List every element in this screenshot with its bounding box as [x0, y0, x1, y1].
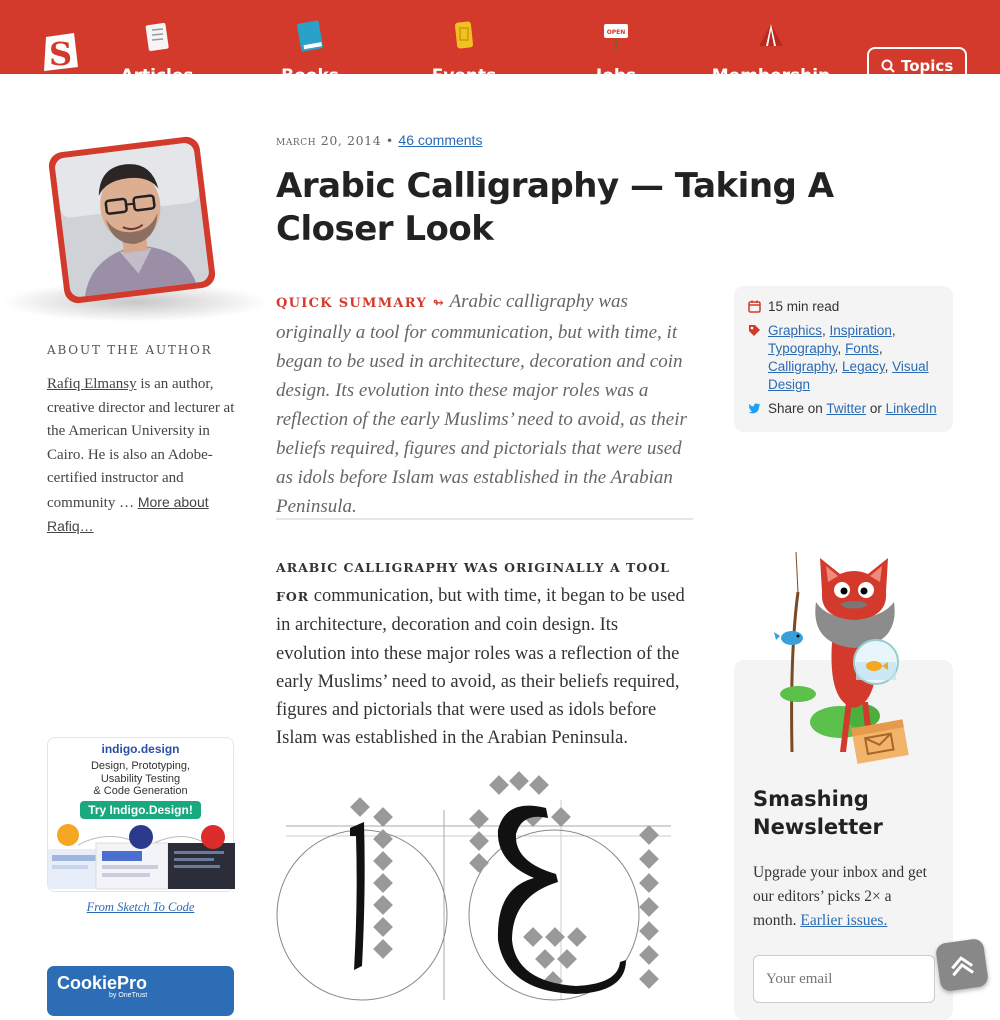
- article-lead-in: ARABIC CALLIGRAPHY WAS ORIGINALLY A TOOL FOR: [276, 560, 670, 605]
- cookiepro-ad[interactable]: [47, 966, 234, 1016]
- tent-icon: [756, 16, 786, 52]
- calligraphy-illustration: [276, 770, 676, 1000]
- calendar-icon: [748, 300, 761, 313]
- articles-icon: [144, 16, 170, 52]
- article-meta: [276, 132, 482, 148]
- earlier-issues-link[interactable]: Earlier issues.: [800, 912, 888, 929]
- nav-label: Articles: [120, 66, 194, 86]
- article-body: [276, 553, 691, 752]
- author-name-link[interactable]: Rafiq Elmansy: [47, 376, 137, 392]
- tag-link[interactable]: Inspiration: [829, 323, 892, 338]
- site-header: [0, 0, 1000, 86]
- comments-link[interactable]: 46 comments: [398, 132, 483, 148]
- nav-label: Jobs: [595, 66, 637, 86]
- author-avatar[interactable]: [46, 134, 218, 306]
- ad-product-screens-illustration: [48, 823, 235, 889]
- ad-caption-link[interactable]: From Sketch To Code: [86, 900, 195, 914]
- tag-link[interactable]: Visual Design: [768, 359, 929, 392]
- nav-events[interactable]: [404, 16, 524, 86]
- ad-brand: indigo.design: [101, 742, 180, 756]
- nav-label: Membership: [711, 66, 831, 86]
- indigo-design-ad[interactable]: [47, 737, 234, 892]
- tag-link[interactable]: Calligraphy: [768, 359, 835, 374]
- indigo-icon: [129, 825, 153, 849]
- twitter-icon: [748, 402, 761, 415]
- article-info-box: [734, 286, 953, 432]
- quick-summary: [276, 287, 696, 521]
- chevron-up-icon: [946, 949, 978, 981]
- ticket-icon: [452, 16, 476, 52]
- angular-icon: [201, 825, 225, 849]
- tag-icon: [748, 324, 761, 337]
- share-linkedin-link[interactable]: LinkedIn: [885, 401, 937, 416]
- article-title: Arabic Calligraphy — Taking A Closer Look: [276, 166, 834, 249]
- book-icon: [296, 16, 324, 52]
- open-sign-icon: [601, 16, 631, 52]
- quick-summary-text: Arabic calligraphy was originally a tool for communication, but with time, it began to be used in architecture, decoration and coin design. Its evolution into these major roles was a reflection of the early Muslims’ need to avoid, as their beliefs required, figures and pictorials that were used as idols before Islam was established in the Arabian Peninsula.: [276, 291, 687, 517]
- newsletter-email-input[interactable]: [753, 955, 935, 1003]
- ad-cookie-subtitle: by OneTrust: [109, 992, 148, 999]
- back-to-top-button[interactable]: [935, 938, 989, 992]
- tag-list: Graphics, Inspiration, Typography, Fonts, Calligraphy, Legacy, Visual Design: [768, 323, 929, 392]
- article-date: march 20, 2014: [276, 133, 382, 148]
- read-time: 15 min read: [768, 299, 840, 314]
- sketch-icon: [57, 824, 79, 846]
- share-twitter-link[interactable]: Twitter: [826, 401, 867, 416]
- nav-membership[interactable]: [711, 16, 831, 86]
- svg-text:OPEN: OPEN: [606, 29, 626, 36]
- tag-link[interactable]: Typography: [768, 341, 838, 356]
- newsletter-description: Upgrade your inbox and get our editors’ picks 2× a month. Earlier issues.: [753, 864, 927, 929]
- nav-label: Events: [431, 66, 497, 86]
- ad-description: Design, Prototyping, Usability Testing & Code Generation: [90, 760, 191, 797]
- article-paragraph: communication, but with time, it began to be used in architecture, decoration and coin design. Its evolution into these major roles was a reflection of the early Muslims’ need to avoid, as their beliefs required, figures and pictorials that were used as idols before Islam was established in the Arabian Peninsula.: [276, 586, 685, 749]
- ad-cookie-title: CookiePro: [57, 973, 148, 993]
- author-bio-text: is an author, creative director and lecturer at the American University in Cairo. He is also an Adobe-certified instructor and community …: [47, 376, 235, 511]
- tag-link[interactable]: Fonts: [845, 341, 879, 356]
- svg-text:S: S: [49, 35, 73, 73]
- about-author-heading: ABOUT THE AUTHOR: [47, 343, 213, 357]
- topics-button[interactable]: [867, 47, 967, 87]
- more-about-author-link[interactable]: More about Rafiq…: [47, 493, 209, 534]
- newsletter-title: Smashing Newsletter: [753, 787, 883, 839]
- meta-separator: •: [385, 133, 394, 148]
- share-text: Share on Twitter or LinkedIn: [768, 401, 937, 416]
- ad-cta-button[interactable]: Try Indigo.Design!: [80, 801, 201, 819]
- search-icon: [881, 59, 895, 73]
- smashing-cat-mascot-illustration: [770, 552, 920, 767]
- quick-summary-label: QUICK SUMMARY ↬: [276, 296, 446, 311]
- nav-articles[interactable]: [97, 16, 217, 86]
- smashing-logo-icon[interactable]: [40, 31, 80, 73]
- tag-link[interactable]: Legacy: [842, 359, 885, 374]
- nav-books[interactable]: [250, 16, 370, 86]
- tag-link[interactable]: Graphics: [768, 323, 823, 338]
- summary-divider: [276, 518, 693, 520]
- nav-label: Books: [281, 66, 339, 86]
- topics-label: Topics: [901, 57, 954, 75]
- nav-jobs[interactable]: [556, 16, 676, 86]
- author-bio: [47, 373, 237, 540]
